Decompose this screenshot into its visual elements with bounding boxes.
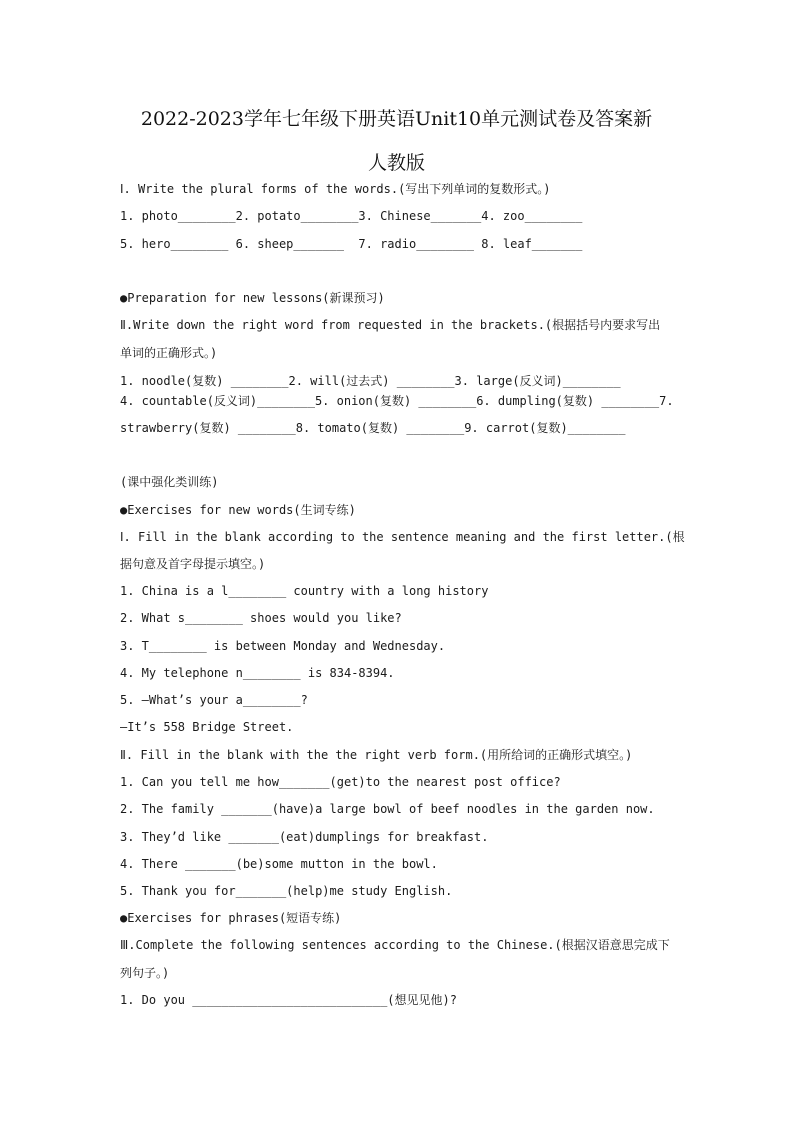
fill-item: 5. —What’s your a________? bbox=[120, 693, 308, 707]
new-words-heading: ●Exercises for new words(生词专练) bbox=[120, 503, 356, 517]
preparation-instruction-line-1: Ⅱ.Write down the right word from requested in the brackets.(根据括号内要求写出 bbox=[120, 318, 661, 332]
preparation-heading: ●Preparation for new lessons(新课预习) bbox=[120, 291, 385, 305]
fill-instruction-line-1: Ⅰ. Fill in the blank according to the sentence meaning and the first letter.(根 bbox=[120, 530, 685, 544]
fill-item: 3. T________ is between Monday and Wednesday. bbox=[120, 639, 446, 653]
section-1-heading: Ⅰ. Write the plural forms of the words.(写出下列单词的复数形式。) bbox=[120, 182, 551, 196]
preparation-row-1: 1. noodle(复数) ________2. will(过去式) ________3. large(反义词)________ bbox=[120, 374, 621, 388]
complete-item: 1. Do you ___________________________(想见见他)? bbox=[120, 993, 457, 1007]
verb-instruction: Ⅱ. Fill in the blank with the the right verb form.(用所给词的正确形式填空。) bbox=[120, 748, 633, 762]
verb-item: 1. Can you tell me how_______(get)to the nearest post office? bbox=[120, 775, 561, 789]
in-class-heading: (课中强化类训练) bbox=[120, 475, 219, 489]
preparation-row-2: 4. countable(反义词)________5. onion(复数) ________6. dumpling(复数) ________7. bbox=[120, 394, 674, 408]
preparation-row-3: strawberry(复数) ________8. tomato(复数) ________9. carrot(复数)________ bbox=[120, 421, 626, 435]
document-title-line-2: 人教版 bbox=[367, 152, 425, 174]
verb-item: 3. They’d like _______(eat)dumplings for breakfast. bbox=[120, 830, 489, 844]
fill-item: 4. My telephone n________ is 834-8394. bbox=[120, 666, 395, 680]
plural-row-2: 5. hero________ 6. sheep_______ 7. radio________ 8. leaf_______ bbox=[120, 237, 583, 251]
complete-instruction-line-1: Ⅲ.Complete the following sentences according to the Chinese.(根据汉语意思完成下 bbox=[120, 938, 670, 952]
plural-row-1: 1. photo________2. potato________3. Chinese_______4. zoo________ bbox=[120, 209, 583, 223]
document-title-line-1: 2022-2023学年七年级下册英语Unit10单元测试卷及答案新 bbox=[140, 108, 653, 130]
phrases-heading: ●Exercises for phrases(短语专练) bbox=[120, 911, 342, 925]
verb-item: 4. There _______(be)some mutton in the bowl. bbox=[120, 857, 438, 871]
fill-item: —It’s 558 Bridge Street. bbox=[120, 720, 294, 734]
verb-item: 2. The family _______(have)a large bowl of beef noodles in the garden now. bbox=[120, 802, 655, 816]
preparation-instruction-line-2: 单词的正确形式。) bbox=[120, 346, 218, 360]
complete-instruction-line-2: 列句子。) bbox=[120, 966, 170, 980]
verb-item: 5. Thank you for_______(help)me study English. bbox=[120, 884, 453, 898]
fill-item: 2. What s________ shoes would you like? bbox=[120, 611, 402, 625]
fill-item: 1. China is a l________ country with a long history bbox=[120, 584, 489, 598]
fill-instruction-line-2: 据句意及首字母提示填空。) bbox=[120, 557, 266, 571]
